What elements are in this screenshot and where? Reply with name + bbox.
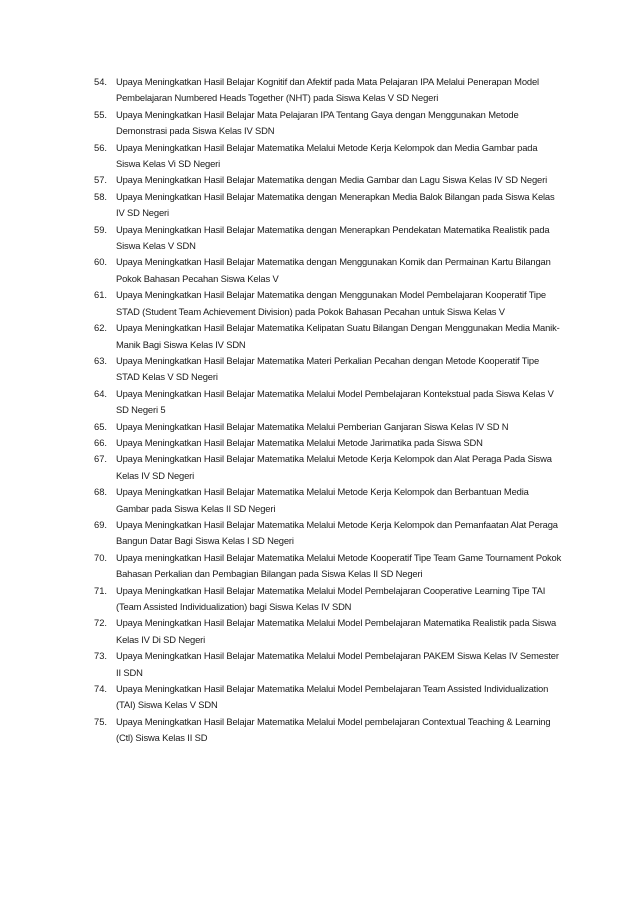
list-item: [94, 451, 564, 484]
item-number: 62.: [94, 322, 108, 334]
item-number: 72.: [94, 617, 108, 629]
list-item: [94, 484, 564, 517]
list-item: [94, 353, 564, 386]
list-item: [94, 517, 564, 550]
item-text: Upaya Meningkatkan Hasil Belajar Matematika Melalui Model Pembelajaran PAKEM Siswa Kelas IV Semester II SDN: [116, 650, 559, 678]
item-number: 64.: [94, 387, 108, 399]
item-number: 60.: [94, 256, 108, 268]
item-text: Upaya Meningkatkan Hasil Belajar Matematika Kelipatan Suatu Bilangan Dengan Menggunakan Media Manik-Manik Bagi Siswa Kelas IV SDN: [116, 322, 560, 350]
list-item: [94, 74, 564, 107]
item-text: Upaya Meningkatkan Hasil Belajar Matematika Melalui Pemberian Ganjaran Siswa Kelas IV SD N: [116, 420, 509, 432]
list-item: [94, 648, 564, 681]
list-item: [94, 615, 564, 648]
item-number: 61.: [94, 289, 108, 301]
item-text: Upaya Meningkatkan Hasil Belajar Matematika Melalui Model Pembelajaran Cooperative Learning Tipe TAI (Team Assisted Individualization) bagi Siswa Kelas IV SDN: [116, 584, 546, 612]
title-list: [94, 74, 564, 747]
item-text: Upaya Meningkatkan Hasil Belajar Matematika Melalui Metode Kerja Kelompok dan Pemanfaatan Alat Peraga Bangun Datar Bagi Siswa Kelas I SD Negeri: [116, 518, 558, 547]
item-number: 65.: [94, 420, 108, 432]
list-item: [94, 681, 564, 714]
list-item: [94, 222, 564, 255]
list-item: [94, 107, 564, 140]
item-text: Upaya Meningkatkan Hasil Belajar Matematika Melalui Metode Kerja Kelompok dan Media Gambar pada Siswa Kelas Vi SD Negeri: [116, 141, 538, 170]
item-number: 57.: [94, 174, 108, 186]
item-number: 73.: [94, 650, 108, 662]
item-text: Upaya Meningkatkan Hasil Belajar Matematika Melalui Model Pembelajaran Team Assisted Individualization (TAI) Siswa Kelas V SDN: [116, 683, 549, 711]
item-number: 68.: [94, 486, 108, 498]
item-number: 75.: [94, 715, 108, 727]
item-number: 56.: [94, 141, 108, 153]
item-text: Upaya Meningkatkan Hasil Belajar Matematika Melalui Model Pembelajaran Kontekstual pada Siswa Kelas V SD Negeri 5: [116, 387, 554, 416]
item-number: 54.: [94, 76, 108, 87]
item-text: Upaya Meningkatkan Hasil Belajar Matematika Melalui Metode Kerja Kelompok dan Alat Peraga Pada Siswa Kelas IV SD Negeri: [116, 453, 552, 481]
item-text: Upaya Meningkatkan Hasil Belajar Matematika Melalui Metode Jarimatika pada Siswa SDN: [116, 436, 483, 448]
item-number: 67.: [94, 453, 108, 465]
list-item: [94, 419, 564, 435]
item-text: Upaya Meningkatkan Hasil Belajar Matematika dengan Menerapkan Media Balok Bilangan pada Siswa Kelas IV SD Negeri: [116, 190, 555, 219]
item-text: Upaya Meningkatkan Hasil Belajar Matematika dengan Menerapkan Pendekatan Matematika Realistik pada Siswa Kelas V SDN: [116, 223, 550, 252]
list-item: [94, 714, 564, 747]
list-item: [94, 583, 564, 616]
item-text: Upaya Meningkatkan Hasil Belajar Matematika Melalui Metode Kerja Kelompok dan Berbantuan Media Gambar pada Siswa Kelas II SD Negeri: [116, 486, 529, 514]
item-number: 58.: [94, 190, 108, 202]
item-text: Upaya Meningkatkan Hasil Belajar Matematika dengan Menggunakan Komik dan Permainan Kartu Bilangan Pokok Bahasan Pecahan Siswa Kelas V: [116, 256, 551, 284]
item-text: Upaya Meningkatkan Hasil Belajar Matematika Melalui Model pembelajaran Contextual Teaching & Learning (Ctl) Siswa Kelas II SD: [116, 715, 551, 744]
list-item: [94, 172, 564, 188]
item-number: 59.: [94, 223, 108, 235]
list-item: [94, 140, 564, 173]
item-text: Upaya Meningkatkan Hasil Belajar Matematika dengan Media Gambar dan Lagu Siswa Kelas IV SD Negeri: [116, 174, 547, 186]
item-number: 71.: [94, 584, 108, 596]
list-item: [94, 254, 564, 287]
item-text: Upaya meningkatkan Hasil Belajar Matematika Melalui Metode Kooperatif Tipe Team Game Tournament Pokok Bahasan Perkalian dan Pembagian Bilangan pada Siswa Kelas II SD Negeri: [116, 551, 562, 580]
list-item: [94, 435, 564, 451]
item-number: 70.: [94, 551, 108, 563]
item-number: 55.: [94, 108, 108, 120]
list-item: [94, 550, 564, 583]
item-text: Upaya Meningkatkan Hasil Belajar Matematika Melalui Model Pembelajaran Matematika Realistik pada Siswa Kelas IV Di SD Negeri: [116, 617, 557, 645]
item-text: Upaya Meningkatkan Hasil Belajar Kognitif dan Afektif pada Mata Pelajaran IPA Melalui Penerapan Model Pembelajaran Numbered Heads Together (NHT) pada Siswa Kelas V SD Negeri: [116, 76, 539, 104]
list-item: [94, 287, 564, 320]
item-number: 74.: [94, 683, 108, 695]
item-number: 66.: [94, 436, 108, 448]
item-text: Upaya Meningkatkan Hasil Belajar Matematika dengan Menggunakan Model Pembelajaran Kooperatif Tipe STAD (Student Team Achievement Division) pada Pokok Bahasan Pecahan untuk Siswa Kelas V: [116, 289, 546, 317]
item-text: Upaya Meningkatkan Hasil Belajar Matematika Materi Perkalian Pecahan dengan Metode Kooperatif Tipe STAD Kelas V SD Negeri: [116, 354, 540, 383]
item-text: Upaya Meningkatkan Hasil Belajar Mata Pelajaran IPA Tentang Gaya dengan Menggunakan Metode Demonstrasi pada Siswa Kelas IV SDN: [116, 108, 519, 137]
list-item: [94, 320, 564, 353]
list-item: [94, 189, 564, 222]
item-number: 69.: [94, 518, 108, 530]
list-item: [94, 386, 564, 419]
item-number: 63.: [94, 354, 108, 366]
